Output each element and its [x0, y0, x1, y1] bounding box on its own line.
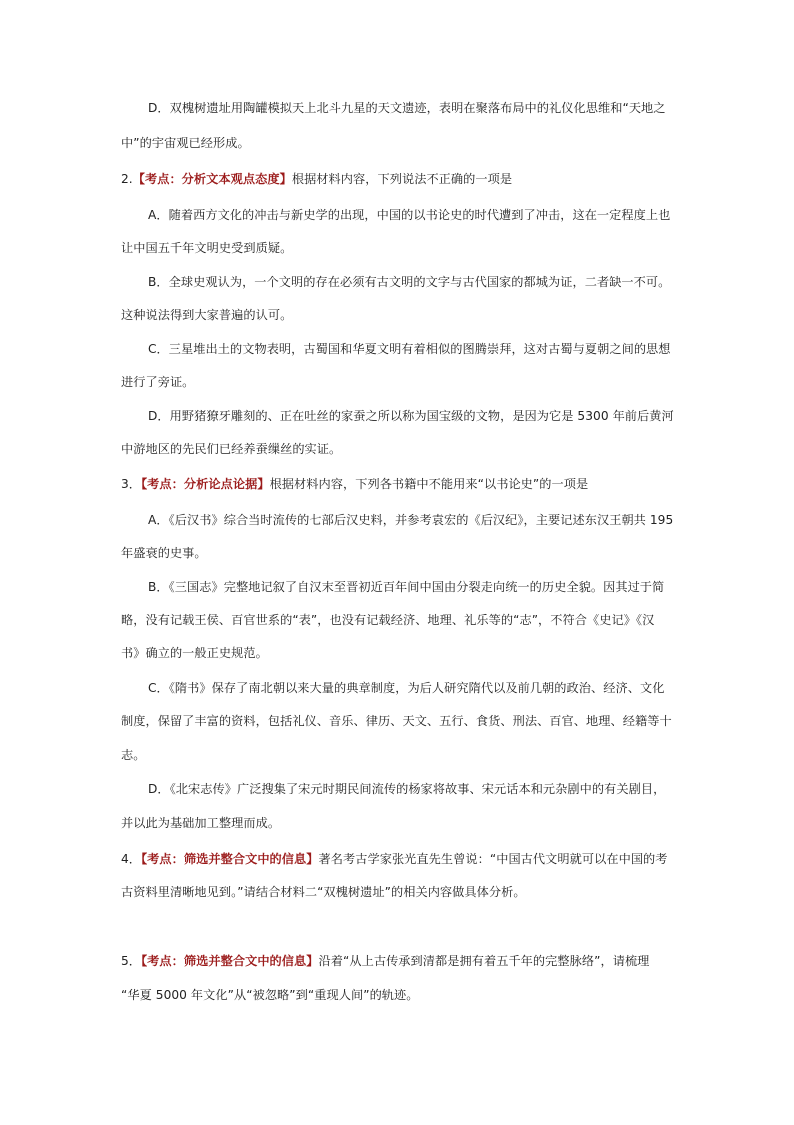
- q4-line1: [121, 851, 668, 867]
- q1-option-d-line2: 中”的宇宙观已经形成。: [121, 136, 250, 150]
- q1-option-d-line1: D．双槐树遗址用陶罐模拟天上北斗九星的天文遗迹，表明在聚落布局中的礼仪化思维和“天地之: [148, 101, 666, 115]
- q2-option-a-line1: A．随着西方文化的冲击与新史学的出现，中国的以书论史的时代遭到了冲击，这在一定程度上也: [148, 208, 671, 222]
- q3-tag: 【考点：分析论点论据】: [141, 477, 270, 491]
- q3-option-c-line3: 志。: [121, 748, 146, 762]
- q2-option-d-line1: D．用野猪獠牙雕刻的、正在吐丝的家蚕之所以称为国宝级的文物，是因为它是 5300 年前后黄河: [148, 409, 674, 423]
- q5-tag: 【考点：筛选并整合文中的信息】: [141, 954, 319, 968]
- q2-option-d-line2: 中游地区的先民们已经养蚕缫丝的实证。: [121, 442, 342, 456]
- q5-line1: [121, 953, 649, 969]
- q3-option-b-line2: 略，没有记载王侯、百官世系的“表”，也没有记载经济、地理、礼乐等的“志”，不符合《史记》《汉: [121, 613, 655, 627]
- q3-number: 3．: [121, 477, 142, 491]
- q3-stem: [121, 476, 588, 492]
- q3-question: 根据材料内容，下列各书籍中不能用来“以书论史”的一项是: [269, 477, 589, 491]
- q3-option-d-line2: 并以此为基础加工整理而成。: [121, 816, 281, 830]
- q4-tag: 【考点：筛选并整合文中的信息】: [141, 852, 319, 866]
- q3-option-c-line2: 制度，保留了丰富的资料，包括礼仪、音乐、律历、天文、五行、食货、刑法、百官、地理、经籍等十: [121, 714, 672, 728]
- q3-option-d-line1: D．《北宋志传》广泛搜集了宋元时期民间流传的杨家将故事、宋元话本和元杂剧中的有关剧目，: [148, 782, 666, 796]
- q3-option-b-line3: 书》确立的一般正史规范。: [121, 646, 268, 660]
- q5-text-line1: 沿着“从上古传承到清都是拥有着五千年的完整脉络”，请梳理: [318, 954, 650, 968]
- q3-option-b-line1: B．《三国志》完整地记叙了自汉末至晋初近百年间中国由分裂走向统一的历史全貌。因其过于简: [148, 580, 665, 594]
- q2-question: 根据材料内容，下列说法不正确的一项是: [291, 172, 513, 186]
- q2-option-b-line2: 这种说法得到大家普遍的认可。: [121, 308, 293, 322]
- q4-line2: 古资料里清晰地见到。”请结合材料二“双槐树遗址”的相关内容做具体分析。: [121, 885, 526, 899]
- q2-option-b-line1: B．全球史观认为，一个文明的存在必须有古文明的文字与古代国家的都城为证，二者缺一不可。: [148, 275, 671, 289]
- q4-text-line1: 著名考古学家张光直先生曾说：“中国古代文明就可以在中国的考: [318, 852, 668, 866]
- q2-option-c-line2: 进行了旁证。: [121, 375, 195, 389]
- q5-line2: “华夏 5000 年文化”从“被忽略”到“重现人间”的轨迹。: [121, 988, 419, 1002]
- q3-option-a-line1: A．《后汉书》综合当时流传的七部后汉史料，并参考袁宏的《后汉纪》，主要记述东汉王朝共 195: [148, 513, 674, 527]
- q2-stem: [121, 171, 512, 187]
- q3-option-a-line2: 年盛衰的史事。: [121, 546, 207, 560]
- q2-option-c-line1: C．三星堆出土的文物表明，古蜀国和华夏文明有着相似的图腾崇拜，这对古蜀与夏朝之间的思想: [148, 342, 671, 356]
- q4-number: 4．: [121, 852, 142, 866]
- q2-number: 2.: [121, 172, 133, 186]
- q2-option-a-line2: 让中国五千年文明史受到质疑。: [121, 241, 293, 255]
- q2-tag: 【考点：分析文本观点态度】: [132, 172, 292, 186]
- q3-option-c-line1: C．《隋书》保存了南北朝以来大量的典章制度，为后人研究隋代以及前几朝的政治、经济、文化: [148, 681, 665, 695]
- q5-number: 5．: [121, 954, 142, 968]
